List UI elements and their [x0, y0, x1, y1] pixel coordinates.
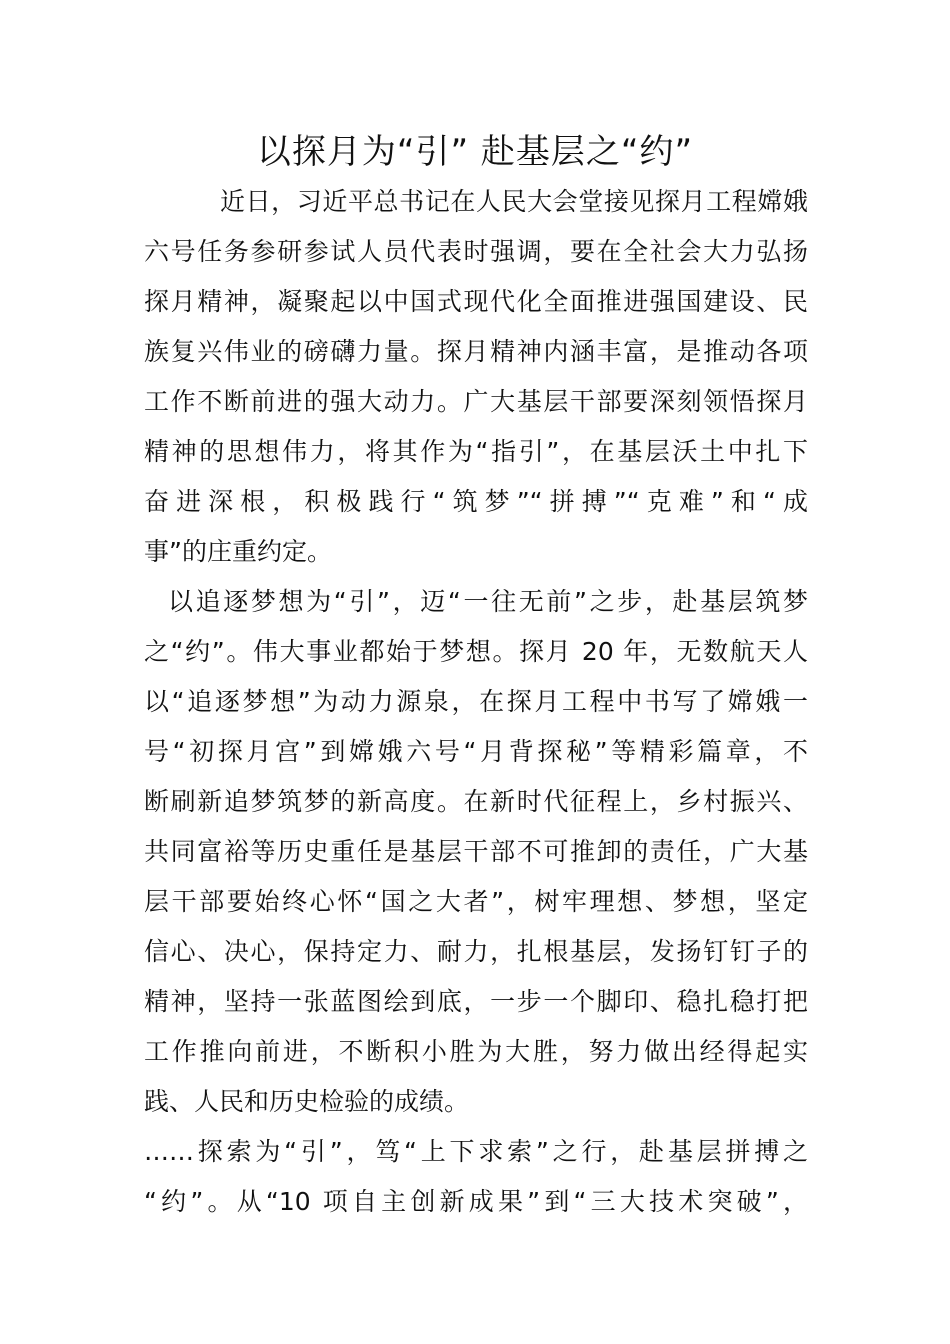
- text-line: 断刷新追梦筑梦的新高度。在新时代征程上，乡村振兴、: [144, 787, 808, 816]
- text-line: 近日，习近平总书记在人民大会堂接见探月工程嫦娥: [220, 187, 808, 216]
- text-line: ……探索为“引”，笃“上下求索”之行，赴基层拼搏之: [144, 1137, 808, 1166]
- text-line: 六号任务参研参试人员代表时强调，要在全社会大力弘扬: [144, 237, 808, 266]
- text-line: 层干部要始终心怀“国之大者”，树牢理想、梦想，坚定: [144, 887, 808, 916]
- text-line: 之“约”。伟大事业都始于梦想。探月 20 年，无数航天人: [144, 637, 808, 666]
- text-line: 以“追逐梦想”为动力源泉，在探月工程中书写了嫦娥一: [144, 687, 808, 716]
- text-line: “约”。从“10 项自主创新成果”到“三大技术突破”，: [144, 1187, 808, 1216]
- text-line: 号“初探月宫”到嫦娥六号“月背探秘”等精彩篇章，不: [144, 737, 808, 766]
- document-body: [144, 177, 808, 1227]
- text-line: 以追逐梦想为“引”，迈“一往无前”之步，赴基层筑梦: [168, 587, 808, 616]
- text-line: 工作推向前进，不断积小胜为大胜，努力做出经得起实: [144, 1037, 808, 1066]
- text-line: 共同富裕等历史重任是基层干部不可推卸的责任，广大基: [144, 837, 808, 866]
- text-line: 精神的思想伟力，将其作为“指引”，在基层沃土中扎下: [144, 437, 808, 466]
- text-line: 践、人民和历史检验的成绩。: [144, 1087, 470, 1116]
- text-line: 事”的庄重约定。: [144, 537, 332, 566]
- paragraph-2: [144, 577, 808, 1127]
- text-line: 族复兴伟业的磅礴力量。探月精神内涵丰富，是推动各项: [144, 337, 808, 366]
- text-line: 工作不断前进的强大动力。广大基层干部要深刻领悟探月: [144, 387, 808, 416]
- text-line: 精神，坚持一张蓝图绘到底，一步一个脚印、稳扎稳打把: [144, 987, 808, 1016]
- paragraph-1: [144, 177, 808, 577]
- text-line: 探月精神，凝聚起以中国式现代化全面推进强国建设、民: [144, 287, 808, 316]
- paragraph-3: [144, 1127, 808, 1227]
- text-line: 奋进深根，积极践行“筑梦”“拼搏”“克难”和“成: [144, 487, 808, 516]
- document-title: 以探月为“引” 赴基层之“约”: [256, 132, 694, 172]
- text-line: 信心、决心，保持定力、耐力，扎根基层，发扬钉钉子的: [144, 937, 808, 966]
